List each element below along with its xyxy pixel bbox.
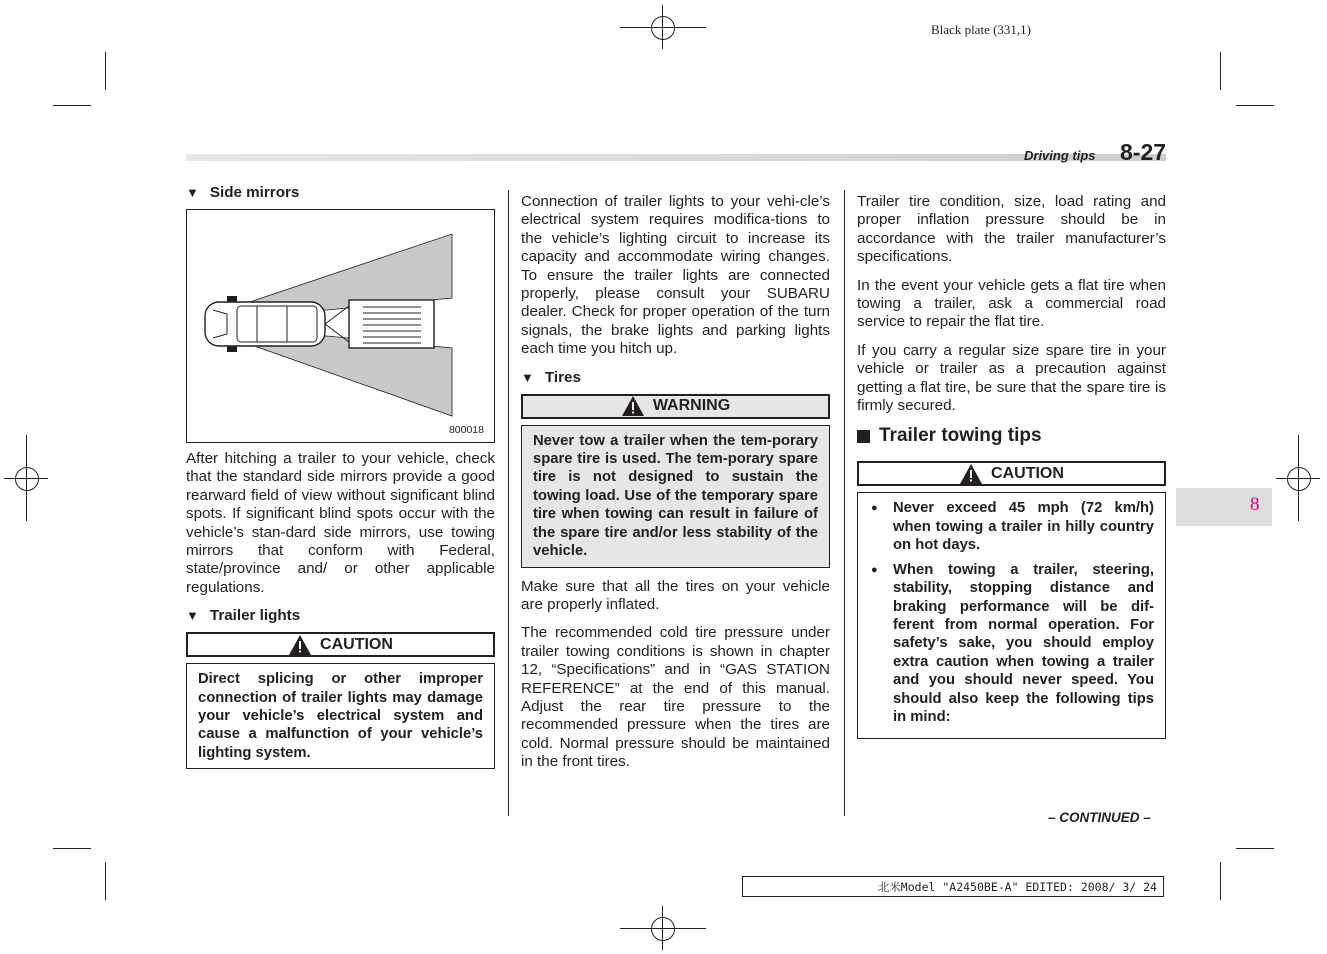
triangle-bullet-icon: ▼ — [186, 608, 199, 624]
column-3 — [857, 193, 1166, 749]
figure-code: 800018 — [448, 424, 484, 436]
tires-inflated-text: Make sure that all the tires on your vehicle are properly inflated. — [521, 577, 830, 613]
warning-triangle-icon — [288, 634, 312, 656]
warning-triangle-icon — [959, 463, 983, 485]
column-divider — [508, 190, 509, 816]
chapter-number: 8 — [1250, 494, 1260, 515]
trailer-lights-text: Connection of trailer lights to your vehi-cle’s electrical system requires modifica-tions to the vehicle’s lighting circuit to increase its capacity and accommodate wiring changes. To ensure the trailer lights are connected properly, please consult your SUBARU dealer. Check for proper operation of the turn signals, the brake lights and parking lights each time you hitch up. — [521, 193, 830, 358]
tire-pressure-text: The recommended cold tire pressure under trailer towing conditions is shown in chapter 12, “Specifications” and in “GAS STATION REFERENCE” at the end of this manual. Adjust the rear tire pressure to the recommended pressure when the tires are cold. Normal pressure should be maintained in the front tires. — [521, 624, 830, 771]
page-number: 8-27 — [1120, 139, 1167, 165]
warning-text: Never tow a trailer when the tem-porary spare tire is used. The tem-porary spare tire is not designed to sustain the towing load. Use of the temporary spare tire when towing can result in failure of the spare tire and/or less stability of the vehicle. — [521, 425, 830, 568]
caution-banner: CAUTION — [857, 461, 1166, 486]
list-item: ● Never exceed 45 mph (72 km/h) when towing a trailer in hilly country on hot days. — [869, 499, 1154, 554]
warning-triangle-icon — [621, 395, 645, 417]
section-label: Driving tips — [1024, 148, 1096, 163]
spare-tire-text: If you carry a regular size spare tire in your vehicle or trailer as a precaution against getting a flat tire, be sure that the spare tire is firmly secured. — [857, 341, 1166, 415]
trailer-tire-condition-text: Trailer tire condition, size, load rating and proper inflation pressure should be in accordance with the trailer manufacturer’s specifications. — [857, 193, 1166, 266]
flat-tire-text: In the event your vehicle gets a flat tire when towing a trailer, ask a commercial road service to repair the flat tire. — [857, 276, 1166, 331]
side-mirrors-figure — [186, 209, 495, 443]
warning-banner: WARNING — [521, 394, 830, 419]
trailer-lights-heading: ▼ Trailer lights — [186, 607, 301, 625]
column-1 — [186, 184, 495, 779]
list-item: ● When towing a trailer, steering, stability, stopping distance and braking performance will be dif-ferent from normal operation. For safety’s sake, you should employ extra caution when towing a trailer and you should never speed. You should also keep the following tips in mind: — [869, 561, 1154, 727]
triangle-bullet-icon: ▼ — [186, 185, 199, 200]
tires-heading: ▼ Tires — [521, 368, 581, 386]
header-bar — [186, 154, 1166, 161]
side-mirrors-text: After hitching a trailer to your vehicle, check that the standard side mirrors provide a good rearward field of view without significant blind spots. If significant blind spots occur with the vehicle’s stan-dard side mirrors, use towing mirrors that conform with Federal, state/province and/ or other applicable regulations. — [186, 450, 495, 596]
continued-label: – CONTINUED – — [1048, 810, 1151, 825]
square-bullet-icon — [857, 430, 870, 443]
trailer-towing-tips-heading: Trailer towing tips — [857, 425, 1166, 447]
towing-caution-box — [857, 492, 1166, 739]
side-mirrors-heading: ▼ Side mirrors — [186, 184, 300, 201]
triangle-bullet-icon: ▼ — [521, 369, 534, 385]
edit-stamp: 北米Model "A2450BE-A" EDITED: 2008/ 3/ 24 — [742, 876, 1164, 897]
caution-text: Direct splicing or other improper connection of trailer lights may damage your vehicle’s electrical system and cause a malfunction of your vehicle’s lighting system. — [186, 663, 495, 769]
column-2 — [521, 193, 830, 782]
column-divider — [844, 190, 845, 816]
vehicle-trailer-mirror-view-diagram — [187, 210, 494, 442]
caution-banner: CAUTION — [186, 632, 495, 657]
plate-label: Black plate (331,1) — [931, 22, 1031, 37]
